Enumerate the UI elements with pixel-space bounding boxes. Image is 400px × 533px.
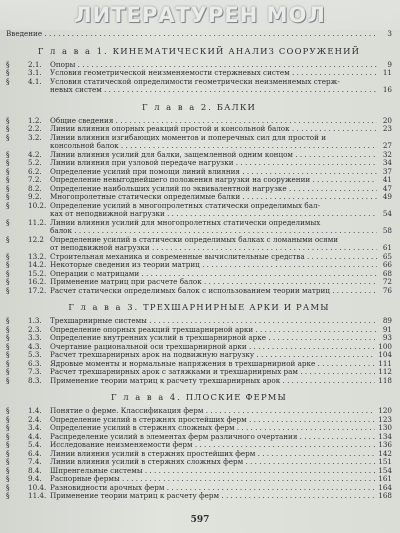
section-sign: § (6, 192, 10, 201)
section-title-continuation: от неподвижной нагрузки . . . (50, 244, 377, 253)
section-page: 61 (382, 243, 392, 252)
section-sign: § (6, 76, 10, 86)
toc-entry (6, 424, 392, 433)
toc-entry (6, 253, 392, 262)
chapter-heading (6, 302, 392, 312)
section-page: 58 (382, 226, 392, 235)
section-page: 123 (378, 414, 392, 424)
toc-entry (6, 368, 392, 377)
section-number: 9.4. (28, 474, 42, 483)
section-sign: § (6, 183, 10, 193)
section-number: 10.2. (28, 200, 47, 210)
section-title: Очертание рациональной оси трехшарнирной арки . . . (50, 343, 375, 352)
toc-entry (6, 219, 392, 228)
toc-entry (6, 125, 392, 134)
section-sign: § (6, 200, 10, 210)
section-number: 5.4. (28, 440, 42, 449)
section-title: Шпренгельные системы . . . (50, 467, 375, 476)
section-page: 47 (382, 183, 392, 193)
section-page: 20 (382, 115, 392, 125)
section-sign: § (6, 358, 10, 368)
section-number: 15.2. (28, 268, 47, 278)
section-sign: § (6, 115, 10, 125)
page-number: 597 (190, 515, 210, 525)
section-title: Ядровые моменты и нормальные напряжения в трехшарнирной арке . . . (50, 360, 375, 369)
section-sign: § (6, 406, 10, 415)
section-page: 134 (378, 431, 392, 441)
section-title: Распорные фермы . . . (50, 475, 375, 484)
toc-entry-continuation (6, 244, 392, 253)
toc-entry (6, 416, 392, 425)
section-title: Понятие о ферме. Классификация ферм . . . (50, 407, 375, 416)
section-title: Расчет статически определимых балок с использованием теории матриц . . . (50, 287, 377, 296)
section-title: Операции с матрицами . . . (50, 270, 377, 279)
section-sign: § (6, 217, 10, 227)
toc-entry (6, 176, 392, 185)
section-number: 5.2. (28, 158, 42, 167)
section-title: Строительная механика и современные вычислительные средства . . . (50, 253, 377, 262)
section-sign: § (6, 491, 10, 500)
chapter-label: Г л а в а 1. (37, 45, 109, 56)
chapter-title: КИНЕМАТИЧЕСКИЙ АНАЛИЗ СООРУЖЕНИЙ (112, 45, 361, 56)
watermark-banner (0, 0, 400, 30)
toc-entry (6, 360, 392, 369)
toc-entry (6, 475, 392, 484)
section-title: Определение усилий в стержнях простейших ферм . . . (50, 416, 375, 425)
section-title: Расчет трехшарнирных арок на подвижную нагрузку . . . (50, 351, 375, 360)
toc-entry (6, 270, 392, 279)
section-page: 32 (382, 149, 392, 159)
toc-entry (6, 236, 392, 245)
section-page: 104 (378, 350, 392, 359)
section-sign: § (6, 158, 10, 167)
toc-entry-continuation (6, 142, 392, 151)
section-number: 2.2. (28, 124, 42, 133)
section-title: Линии влияния усилий для балки, защемленной одним концом . . . (50, 151, 377, 160)
section-sign: § (6, 260, 10, 269)
section-number: 8.3. (28, 375, 42, 385)
section-sign: § (6, 457, 10, 466)
section-number: 14.2. (28, 260, 47, 269)
section-sign: § (6, 333, 10, 342)
section-number: 13.2. (28, 251, 47, 261)
section-title: Опоры . . . (50, 61, 377, 70)
section-sign: § (6, 251, 10, 261)
toc-entry (6, 193, 392, 202)
section-title: Многопролетные статически определимые балки . . . (50, 193, 377, 202)
section-number: 2.3. (28, 324, 42, 334)
section-page: 118 (378, 375, 392, 385)
section-page: 76 (382, 285, 392, 295)
section-title-continuation: консольной балок . . . (50, 142, 377, 151)
section-page: 136 (378, 440, 392, 449)
section-title: Определение невыгоднейшего положения нагрузки на сооружении . . . (50, 176, 377, 185)
section-sign: § (6, 59, 10, 69)
section-number: 2.1. (28, 59, 42, 69)
toc-entry (6, 334, 392, 343)
toc-entry (6, 343, 392, 352)
section-title: Определение усилий при помощи линий влияния . . . (50, 168, 377, 177)
section-number: 17.2. (28, 285, 47, 295)
section-title-continuation: балок . . . (50, 227, 377, 236)
toc-entry (6, 484, 392, 493)
toc-entry (6, 61, 392, 70)
toc-entry (6, 261, 392, 270)
section-title: Применение теории матриц к расчету трехшарнирных арок . . . (50, 377, 375, 386)
toc-entry (6, 351, 392, 360)
section-number: 8.4. (28, 465, 42, 475)
section-number: 6.4. (28, 448, 42, 458)
section-page: 49 (382, 192, 392, 201)
toc-entry (6, 450, 392, 459)
section-number: 6.3. (28, 358, 42, 368)
section-page: 112 (378, 367, 392, 376)
section-title: Определение опорных реакций трехшарнирной арки . . . (50, 326, 377, 335)
section-sign: § (6, 414, 10, 424)
section-number: 3.3. (28, 333, 42, 342)
section-number: 3.2. (28, 132, 42, 142)
section-number: 1.4. (28, 406, 42, 415)
section-sign: § (6, 316, 10, 325)
toc-entry (6, 287, 392, 296)
section-sign: § (6, 324, 10, 334)
section-number: 4.1. (28, 76, 42, 86)
toc-intro (6, 30, 392, 39)
toc-entry (6, 151, 392, 160)
section-sign: § (6, 234, 10, 244)
watermark-text: ЛИТЕРАТУРЕН МОЛ (74, 3, 326, 27)
section-title: Линии влияния усилий в стержнях простейших ферм . . . (50, 450, 375, 459)
section-page: 27 (382, 141, 392, 150)
section-page: 11 (382, 68, 392, 77)
section-title: Исследование неизменяемости ферм . . . (50, 441, 375, 450)
chapter-heading (6, 392, 392, 402)
section-sign: § (6, 482, 10, 492)
section-page: 41 (382, 175, 392, 184)
section-title: Определение внутренних усилий в трехшарнирной арке . . . (50, 334, 377, 343)
toc-intro-title: Введение . . . (6, 30, 377, 39)
section-title: Трехшарнирные системы . . . (50, 317, 377, 326)
toc-entry-continuation (6, 210, 392, 219)
section-page: 161 (378, 474, 392, 483)
section-page: 9 (387, 59, 392, 69)
chapter-label: Г л а в а 4. (111, 392, 182, 402)
section-title-continuation: невых систем . . . (50, 86, 377, 95)
section-page: 151 (378, 457, 392, 466)
toc-entry (6, 202, 392, 211)
section-title-continuation: ках от неподвижной нагрузки . . . (50, 210, 377, 219)
section-number: 11.2. (28, 217, 47, 227)
section-page: 23 (382, 124, 392, 133)
toc-entry (6, 458, 392, 467)
section-number: 3.1. (28, 68, 42, 77)
section-page: 89 (382, 316, 392, 325)
section-number: 7.3. (28, 367, 42, 376)
section-page: 154 (378, 465, 392, 475)
section-sign: § (6, 431, 10, 441)
section-title: Определение усилий в многопролетных статически определимых бал- (50, 201, 321, 210)
section-sign: § (6, 166, 10, 176)
section-number: 10.4. (28, 482, 47, 492)
section-title: Линии влияния при узловой передаче нагрузки . . . (50, 159, 377, 168)
section-title: Общие сведения . . . (50, 117, 377, 126)
toc-entry-continuation (6, 86, 392, 95)
section-sign: § (6, 285, 10, 295)
section-page: 168 (378, 491, 392, 500)
section-sign: § (6, 68, 10, 77)
section-number: 1.2. (28, 115, 42, 125)
section-page: 142 (378, 448, 392, 458)
section-title: Линии влияния усилий для многопролетных статически определимых (50, 218, 321, 227)
toc-entry (6, 377, 392, 386)
section-number: 4.4. (28, 431, 42, 441)
section-number: 2.4. (28, 414, 42, 424)
section-number: 5.3. (28, 350, 42, 359)
section-page: 66 (382, 260, 392, 269)
section-sign: § (6, 448, 10, 458)
section-title: Некоторые сведения из теории матриц . . . (50, 261, 377, 270)
toc-entry (6, 117, 392, 126)
section-number: 3.4. (28, 423, 42, 432)
toc-entry (6, 69, 392, 78)
toc-entry (6, 441, 392, 450)
section-page: 91 (382, 324, 392, 334)
section-title: Разновидности арочных ферм . . . (50, 484, 375, 493)
section-sign: § (6, 268, 10, 278)
section-sign: § (6, 440, 10, 449)
toc-entry-continuation (6, 227, 392, 236)
section-page: 111 (378, 358, 392, 368)
table-of-contents (6, 30, 392, 501)
section-number: 4.3. (28, 341, 42, 351)
section-sign: § (6, 132, 10, 142)
chapter-heading (6, 102, 392, 112)
section-page: 130 (378, 423, 392, 432)
section-sign: § (6, 375, 10, 385)
section-sign: § (6, 367, 10, 376)
section-sign: § (6, 423, 10, 432)
section-title: Распределение усилий в элементах ферм различного очертания . . . (50, 433, 375, 442)
section-title: Определение усилий в стержнях сложных ферм . . . (50, 424, 375, 433)
toc-entry (6, 168, 392, 177)
section-number: 7.4. (28, 457, 42, 466)
chapter-title: БАЛКИ (216, 101, 257, 112)
section-number: 16.2. (28, 277, 47, 286)
chapter-title: ПЛОСКИЕ ФЕРМЫ (185, 392, 287, 402)
section-title: Применение теории матриц к расчету ферм . . . (50, 492, 375, 501)
section-title: Применение матриц при расчете балок . . . (50, 278, 377, 287)
section-page: 164 (378, 482, 392, 492)
section-sign: § (6, 175, 10, 184)
section-number: 8.2. (28, 183, 42, 193)
section-sign: § (6, 350, 10, 359)
section-sign: § (6, 474, 10, 483)
toc-entry (6, 159, 392, 168)
section-page: 93 (382, 333, 392, 342)
toc-entry (6, 492, 392, 501)
chapter-label: Г л а в а 3. (68, 302, 140, 312)
section-page: 16 (382, 85, 392, 94)
section-title: Линии влияния опорных реакций простой и консольной балок . . . (50, 125, 377, 134)
section-title: Определение усилий в статически определимых балках с ломаными осями (50, 235, 339, 244)
toc-entry (6, 317, 392, 326)
section-number: 4.2. (28, 149, 42, 159)
section-number: 12.2 (28, 234, 45, 244)
section-sign: § (6, 277, 10, 286)
toc-entry (6, 78, 392, 87)
section-number: 6.2. (28, 166, 42, 176)
section-page: 65 (382, 251, 392, 261)
section-page: 100 (378, 341, 392, 351)
toc-entry (6, 326, 392, 335)
toc-entry (6, 134, 392, 143)
toc-entry (6, 467, 392, 476)
toc-entry (6, 433, 392, 442)
section-number: 7.2. (28, 175, 42, 184)
section-title: Условия статической определимости геометрически неизменяемых стерж- (50, 77, 340, 86)
section-page: 120 (378, 406, 392, 415)
section-title: Линии влияния усилий в стержнях сложных ферм . . . (50, 458, 375, 467)
section-page: 68 (382, 268, 392, 278)
section-page: 54 (382, 209, 392, 218)
section-number: 9.2. (28, 192, 42, 201)
section-title: Линии влияния изгибающих моментов и поперечных сил для простой и (50, 133, 326, 142)
chapter-label: Г л а в а 2. (141, 101, 213, 112)
section-sign: § (6, 149, 10, 159)
chapter-heading (6, 46, 392, 56)
section-title: Определение наибольших усилий по эквивалентной нагрузке . . . (50, 185, 377, 194)
chapter-title: ТРЕХШАРНИРНЫЕ АРКИ И РАМЫ (143, 302, 330, 312)
section-sign: § (6, 341, 10, 351)
section-number: 1.3. (28, 316, 42, 325)
section-page: 37 (382, 166, 392, 176)
toc-entry (6, 407, 392, 416)
toc-entry (6, 185, 392, 194)
section-title: Расчет трехшарнирных арок с затяжками и трехшарнирных рам . . . (50, 368, 375, 377)
toc-intro-page: 3 (387, 29, 392, 38)
section-title: Условия геометрической неизменяемости стержневых систем . . . (50, 69, 377, 78)
section-number: 11.4. (28, 491, 47, 500)
section-sign: § (6, 124, 10, 133)
section-sign: § (6, 465, 10, 475)
section-page: 34 (382, 158, 392, 167)
section-page: 72 (382, 277, 392, 286)
toc-entry (6, 278, 392, 287)
